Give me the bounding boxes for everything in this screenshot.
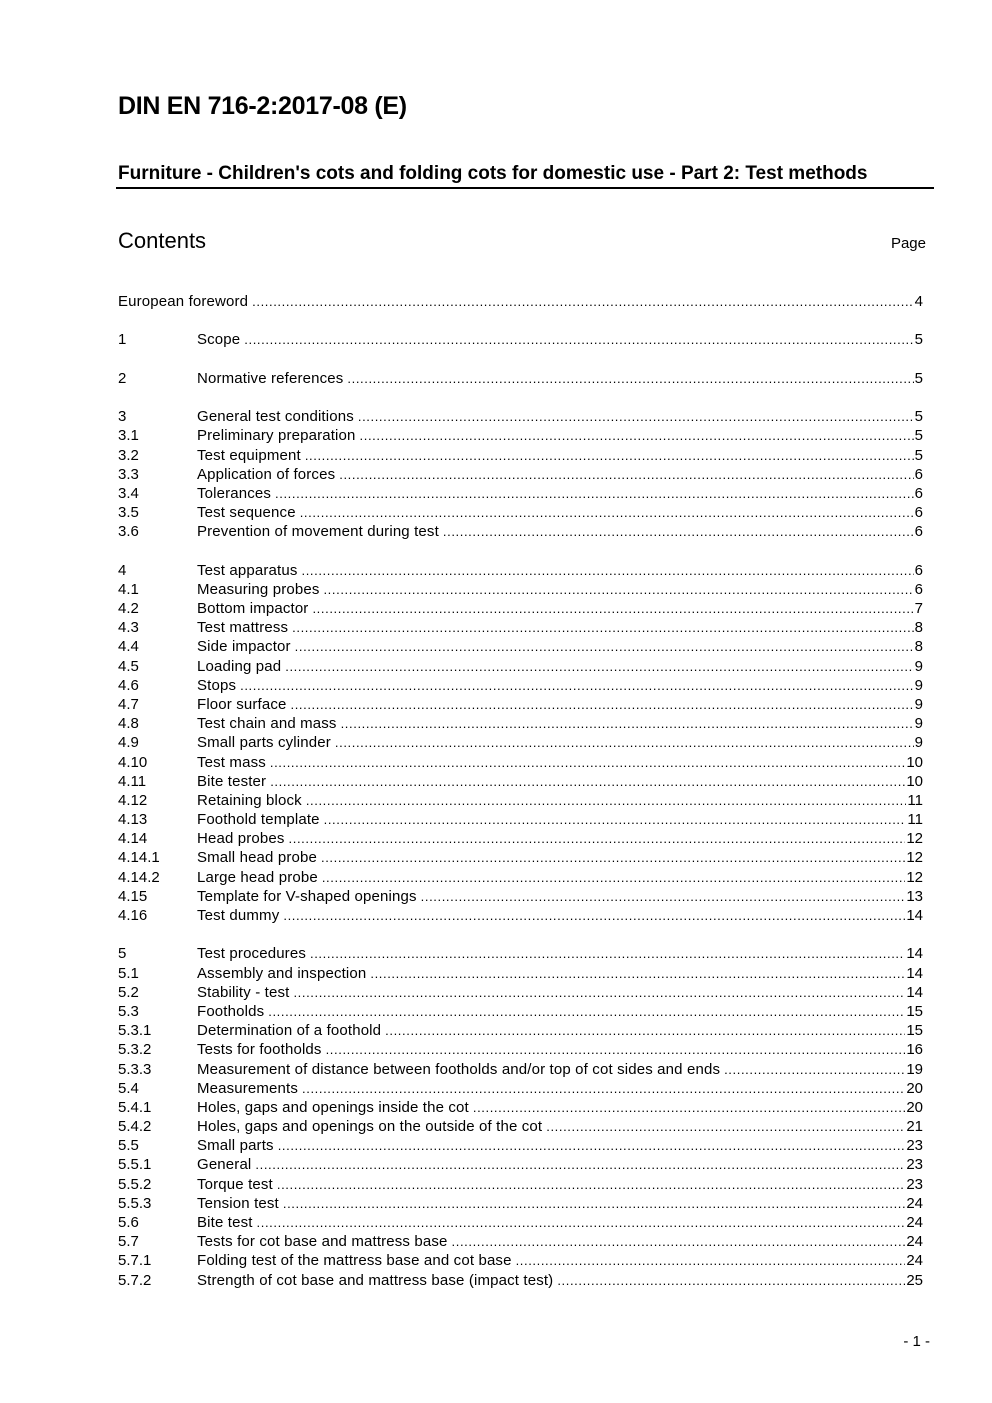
toc-entry[interactable]: [118, 446, 923, 465]
toc-entry-page: 24: [906, 1233, 923, 1251]
toc-dot-leader: [324, 810, 907, 829]
toc-entry-number: 3.5: [118, 504, 139, 522]
toc-entry[interactable]: [118, 618, 923, 637]
toc-entry[interactable]: [118, 829, 923, 848]
toc-entry[interactable]: [118, 1175, 923, 1194]
toc-entry[interactable]: [118, 292, 923, 311]
toc-entry-title: Head probes: [197, 830, 285, 848]
toc-entry[interactable]: [118, 1117, 923, 1136]
document-id: DIN EN 716-2:2017-08 (E): [118, 92, 407, 120]
toc-entry-page: 6: [914, 465, 923, 483]
toc-entry-page: 12: [906, 830, 923, 848]
toc-entry-page: 10: [906, 772, 923, 790]
toc-dot-leader: [270, 753, 905, 772]
toc-entry-page: 21: [906, 1118, 923, 1136]
toc-entry-title: General: [197, 1156, 252, 1174]
toc-entry-title: Template for V-shaped openings: [197, 887, 417, 905]
toc-entry-title: Bite tester: [197, 772, 267, 790]
toc-entry-title: Footholds: [197, 1002, 265, 1020]
toc-entry-title: Tests for cot base and mattress base: [197, 1233, 448, 1251]
toc-entry[interactable]: [118, 791, 923, 810]
toc-entry-page: 20: [906, 1079, 923, 1097]
toc-dot-leader: [290, 695, 913, 714]
toc-entry-title: Side impactor: [197, 638, 291, 656]
toc-entry[interactable]: [118, 964, 923, 983]
toc-entry-title: Stops: [197, 676, 237, 694]
toc-entry-title: Torque test: [197, 1175, 273, 1193]
toc-entry-number: 4.2: [118, 600, 139, 617]
toc-entry-title: Determination of a foothold: [197, 1022, 382, 1040]
toc-dot-leader: [443, 522, 914, 541]
toc-entry-title: Loading pad: [197, 657, 282, 675]
toc-dot-leader: [360, 426, 914, 445]
toc-entry[interactable]: [118, 1002, 923, 1021]
toc-entry-title: Small head probe: [197, 849, 317, 867]
toc-dot-leader: [724, 1060, 905, 1079]
toc-entry-title: Holes, gaps and openings inside the cot: [197, 1098, 469, 1116]
toc-entry[interactable]: [118, 695, 923, 714]
toc-entry-number: 5.3.2: [118, 1041, 152, 1059]
document-subtitle: Furniture - Children's cots and folding cots for domestic use - Part 2: Test methods: [118, 163, 868, 184]
toc-entry-number: 4.14: [118, 830, 148, 848]
toc-entry-page: 19: [906, 1060, 923, 1078]
table-of-contents: [118, 292, 923, 1290]
toc-entry[interactable]: [118, 733, 923, 752]
title-divider: [116, 187, 934, 189]
toc-entry-page: 23: [906, 1156, 923, 1174]
toc-entry-number: 3.6: [118, 523, 139, 541]
toc-entry-number: 4.4: [118, 638, 139, 656]
toc-entry-page: 10: [906, 753, 923, 771]
toc-entry-page: 6: [914, 561, 923, 579]
toc-entry-page: 23: [906, 1137, 923, 1155]
toc-entry[interactable]: [118, 465, 923, 484]
toc-entry[interactable]: [118, 714, 923, 733]
toc-dot-leader: [306, 791, 907, 810]
toc-entry-page: 12: [906, 849, 923, 867]
toc-dot-leader: [557, 1271, 905, 1290]
toc-dot-leader: [302, 561, 914, 580]
toc-entry[interactable]: [118, 772, 923, 791]
toc-dot-leader: [302, 1079, 905, 1098]
toc-entry-title: Measuring probes: [197, 580, 320, 598]
toc-entry-title: Small parts cylinder: [197, 734, 331, 752]
toc-dot-leader: [421, 887, 906, 906]
toc-dot-leader: [358, 407, 914, 426]
toc-entry[interactable]: [118, 944, 923, 963]
toc-entry-number: 4.10: [118, 753, 148, 771]
toc-entry-number: 5.7.1: [118, 1252, 152, 1270]
toc-entry-number: 5.7: [118, 1233, 139, 1251]
toc-dot-leader: [341, 714, 914, 733]
toc-entry-title: Test mass: [197, 753, 266, 771]
toc-entry-title: Large head probe: [197, 868, 318, 886]
toc-dot-leader: [473, 1098, 905, 1117]
toc-entry[interactable]: [118, 1098, 923, 1117]
toc-entry[interactable]: [118, 676, 923, 695]
toc-entry-page: 5: [914, 446, 923, 464]
toc-entry-number: 5.3.3: [118, 1060, 152, 1078]
toc-entry-title: Retaining block: [197, 791, 302, 809]
toc-entry-title: Test equipment: [197, 446, 301, 464]
toc-entry-title: Test dummy: [197, 907, 280, 924]
toc-entry-number: 4: [118, 561, 127, 579]
toc-entry-number: 3.2: [118, 446, 139, 464]
toc-entry-title: Assembly and inspection: [197, 964, 367, 982]
toc-entry-number: 3.1: [118, 427, 139, 445]
toc-entry-number: 2: [118, 369, 127, 387]
toc-entry-page: 15: [906, 1002, 923, 1020]
toc-entry-page: 13: [906, 887, 923, 905]
toc-dot-leader: [385, 1021, 905, 1040]
toc-entry-page: 14: [906, 983, 923, 1001]
toc-dot-leader: [452, 1232, 906, 1251]
toc-dot-leader: [339, 465, 913, 484]
toc-entry-page: 7: [914, 600, 923, 617]
toc-entry-page: 11: [907, 791, 923, 809]
toc-entry-title: Prevention of movement during test: [197, 523, 439, 541]
toc-dot-leader: [275, 484, 914, 503]
toc-dot-leader: [252, 292, 914, 311]
toc-entry-page: 8: [914, 619, 923, 637]
toc-dot-leader: [326, 1040, 906, 1059]
toc-dot-leader: [300, 503, 914, 522]
toc-entry-title: Measurement of distance between footholds and/or top of cot sides and ends: [197, 1060, 721, 1078]
toc-entry-title: Scope: [197, 331, 241, 349]
toc-entry-page: 9: [914, 695, 923, 713]
toc-entry[interactable]: [118, 1079, 923, 1098]
toc-entry-page: 23: [906, 1175, 923, 1193]
toc-dot-leader: [268, 1002, 905, 1021]
toc-entry-title: Bite test: [197, 1214, 253, 1231]
toc-entry[interactable]: [118, 522, 923, 541]
toc-entry[interactable]: [118, 1251, 923, 1270]
toc-entry-page: 5: [914, 331, 923, 349]
toc-entry-page: 15: [906, 1022, 923, 1040]
toc-dot-leader: [289, 829, 906, 848]
toc-entry[interactable]: [118, 1060, 923, 1079]
toc-entry-number: 5.4.2: [118, 1118, 152, 1136]
toc-dot-leader: [310, 944, 905, 963]
toc-entry-number: 4.7: [118, 695, 139, 713]
toc-entry[interactable]: [118, 753, 923, 772]
toc-dot-leader: [335, 733, 914, 752]
toc-entry-title: Test apparatus: [197, 561, 298, 579]
toc-entry-number: 5.7.2: [118, 1271, 152, 1289]
toc-entry-page: 6: [914, 484, 923, 502]
toc-entry[interactable]: [118, 848, 923, 867]
toc-entry-page: 16: [906, 1041, 923, 1059]
toc-entry-page: 11: [907, 811, 923, 829]
toc-entry-page: 14: [906, 964, 923, 982]
toc-entry-page: 14: [906, 907, 923, 924]
toc-entry[interactable]: [118, 810, 923, 829]
toc-entry-page: 5: [914, 408, 923, 426]
toc-dot-leader: [283, 906, 905, 925]
toc-entry-title: Test sequence: [197, 504, 296, 522]
toc-entry-number: 5.2: [118, 983, 139, 1001]
toc-entry-number: 4.15: [118, 887, 148, 905]
toc-entry[interactable]: [118, 1136, 923, 1155]
toc-entry-title: Bottom impactor: [197, 600, 309, 617]
toc-entry-number: 5.3: [118, 1002, 139, 1020]
toc-entry-number: 4.1: [118, 580, 139, 598]
toc-entry-title: Application of forces: [197, 465, 336, 483]
toc-dot-leader: [322, 868, 905, 887]
toc-dot-leader: [347, 369, 913, 388]
toc-dot-leader: [277, 1175, 905, 1194]
toc-entry[interactable]: [118, 1271, 923, 1290]
toc-entry-number: 1: [118, 331, 127, 349]
toc-entry-page: 24: [906, 1194, 923, 1212]
toc-entry-title: Tests for footholds: [197, 1041, 322, 1059]
toc-entry-page: 12: [906, 868, 923, 886]
toc-entry-page: 9: [914, 657, 923, 675]
toc-dot-leader: [240, 676, 914, 695]
toc-dot-leader: [292, 618, 914, 637]
toc-entry-number: 5.1: [118, 964, 139, 982]
toc-entry-number: 4.13: [118, 811, 148, 829]
toc-entry-title: Tension test: [197, 1194, 279, 1212]
toc-entry-page: 14: [906, 945, 923, 963]
toc-entry-number: 5.3.1: [118, 1022, 152, 1040]
toc-entry-page: 4: [914, 293, 923, 310]
toc-entry-title: Measurements: [197, 1079, 299, 1097]
toc-entry-title: Strength of cot base and mattress base (impact test): [197, 1271, 554, 1289]
toc-entry-title: Test chain and mass: [197, 715, 337, 733]
toc-entry[interactable]: [118, 868, 923, 887]
toc-entry-title: Test procedures: [197, 945, 306, 963]
toc-entry-page: 25: [906, 1271, 923, 1289]
toc-entry-page: 5: [914, 427, 923, 445]
toc-entry-title: Holes, gaps and openings on the outside of the cot: [197, 1118, 543, 1136]
toc-entry-title: Test mattress: [197, 619, 289, 637]
toc-entry-page: 20: [906, 1098, 923, 1116]
toc-entry-page: 6: [914, 504, 923, 522]
toc-entry-number: 5.5.1: [118, 1156, 152, 1174]
toc-entry-number: 4.16: [118, 907, 148, 924]
toc-entry[interactable]: [118, 407, 923, 426]
toc-entry-number: 5.5.3: [118, 1194, 152, 1212]
toc-entry[interactable]: [118, 983, 923, 1002]
toc-entry-page: 6: [914, 580, 923, 598]
toc-dot-leader: [278, 1136, 906, 1155]
toc-entry-number: 4.6: [118, 676, 139, 694]
toc-entry-title: Foothold template: [197, 811, 320, 829]
toc-entry-number: 3.4: [118, 484, 139, 502]
toc-dot-leader: [516, 1251, 906, 1270]
toc-entry[interactable]: [118, 1194, 923, 1213]
toc-dot-leader: [257, 1213, 906, 1232]
toc-entry-page: 24: [906, 1252, 923, 1270]
toc-dot-leader: [321, 848, 905, 867]
toc-entry[interactable]: [118, 637, 923, 656]
toc-entry[interactable]: [118, 330, 923, 349]
toc-dot-leader: [546, 1117, 905, 1136]
toc-dot-leader: [255, 1155, 905, 1174]
toc-entry-number: 4.5: [118, 657, 139, 675]
toc-entry-number: 4.11: [118, 772, 147, 790]
toc-entry-number: 5.4.1: [118, 1098, 152, 1116]
toc-entry-page: 8: [914, 638, 923, 656]
toc-entry[interactable]: [118, 887, 923, 906]
toc-entry[interactable]: [118, 369, 923, 388]
toc-entry[interactable]: [118, 1021, 923, 1040]
page-column-heading: Page: [890, 235, 926, 252]
toc-entry[interactable]: [118, 657, 923, 676]
toc-entry-page: 9: [914, 734, 923, 752]
toc-entry-page: 24: [906, 1214, 923, 1231]
toc-entry-title: European foreword: [118, 293, 249, 310]
toc-entry[interactable]: [118, 906, 923, 925]
toc-entry-number: 4.14.1: [118, 849, 160, 867]
toc-entry[interactable]: [118, 426, 923, 445]
toc-dot-leader: [283, 1194, 905, 1213]
toc-entry-number: 4.8: [118, 715, 139, 733]
toc-dot-leader: [285, 657, 913, 676]
toc-entry-title: Preliminary preparation: [197, 427, 356, 445]
contents-heading: Contents: [118, 228, 207, 253]
toc-entry-title: Normative references: [197, 369, 344, 387]
toc-entry-page: 6: [914, 523, 923, 541]
toc-entry-title: Tolerances: [197, 484, 272, 502]
toc-entry[interactable]: [118, 580, 923, 599]
toc-entry[interactable]: [118, 484, 923, 503]
toc-entry[interactable]: [118, 1232, 923, 1251]
toc-dot-leader: [293, 983, 905, 1002]
toc-entry[interactable]: [118, 599, 923, 618]
toc-entry-title: Stability - test: [197, 983, 290, 1001]
toc-entry-title: Folding test of the mattress base and cot base: [197, 1252, 512, 1270]
toc-dot-leader: [305, 446, 914, 465]
toc-entry-number: 3.3: [118, 465, 139, 483]
toc-dot-leader: [244, 330, 913, 349]
toc-entry-number: 4.14.2: [118, 868, 160, 886]
toc-entry-title: General test conditions: [197, 408, 354, 426]
page-number: - 1 -: [903, 1333, 930, 1350]
toc-dot-leader: [270, 772, 905, 791]
toc-entry-number: 5.6: [118, 1214, 139, 1231]
toc-dot-leader: [312, 599, 913, 618]
toc-entry-number: 5.5: [118, 1137, 139, 1155]
toc-entry[interactable]: [118, 1155, 923, 1174]
toc-entry[interactable]: [118, 561, 923, 580]
toc-entry-page: 9: [914, 715, 923, 733]
toc-entry-number: 5: [118, 945, 127, 963]
toc-entry-number: 5.5.2: [118, 1175, 152, 1193]
toc-dot-leader: [370, 964, 905, 983]
toc-entry[interactable]: [118, 1040, 923, 1059]
toc-entry-title: Floor surface: [197, 695, 287, 713]
toc-entry-page: 5: [914, 369, 923, 387]
toc-entry-title: Small parts: [197, 1137, 274, 1155]
toc-entry-number: 4.12: [118, 791, 148, 809]
toc-dot-leader: [323, 580, 913, 599]
toc-dot-leader: [295, 637, 914, 656]
toc-entry-number: 5.4: [118, 1079, 139, 1097]
toc-entry-number: 3: [118, 408, 127, 426]
toc-entry-page: 9: [914, 676, 923, 694]
toc-entry-number: 4.9: [118, 734, 139, 752]
toc-entry[interactable]: [118, 503, 923, 522]
toc-entry[interactable]: [118, 1213, 923, 1232]
toc-entry-number: 4.3: [118, 619, 139, 637]
